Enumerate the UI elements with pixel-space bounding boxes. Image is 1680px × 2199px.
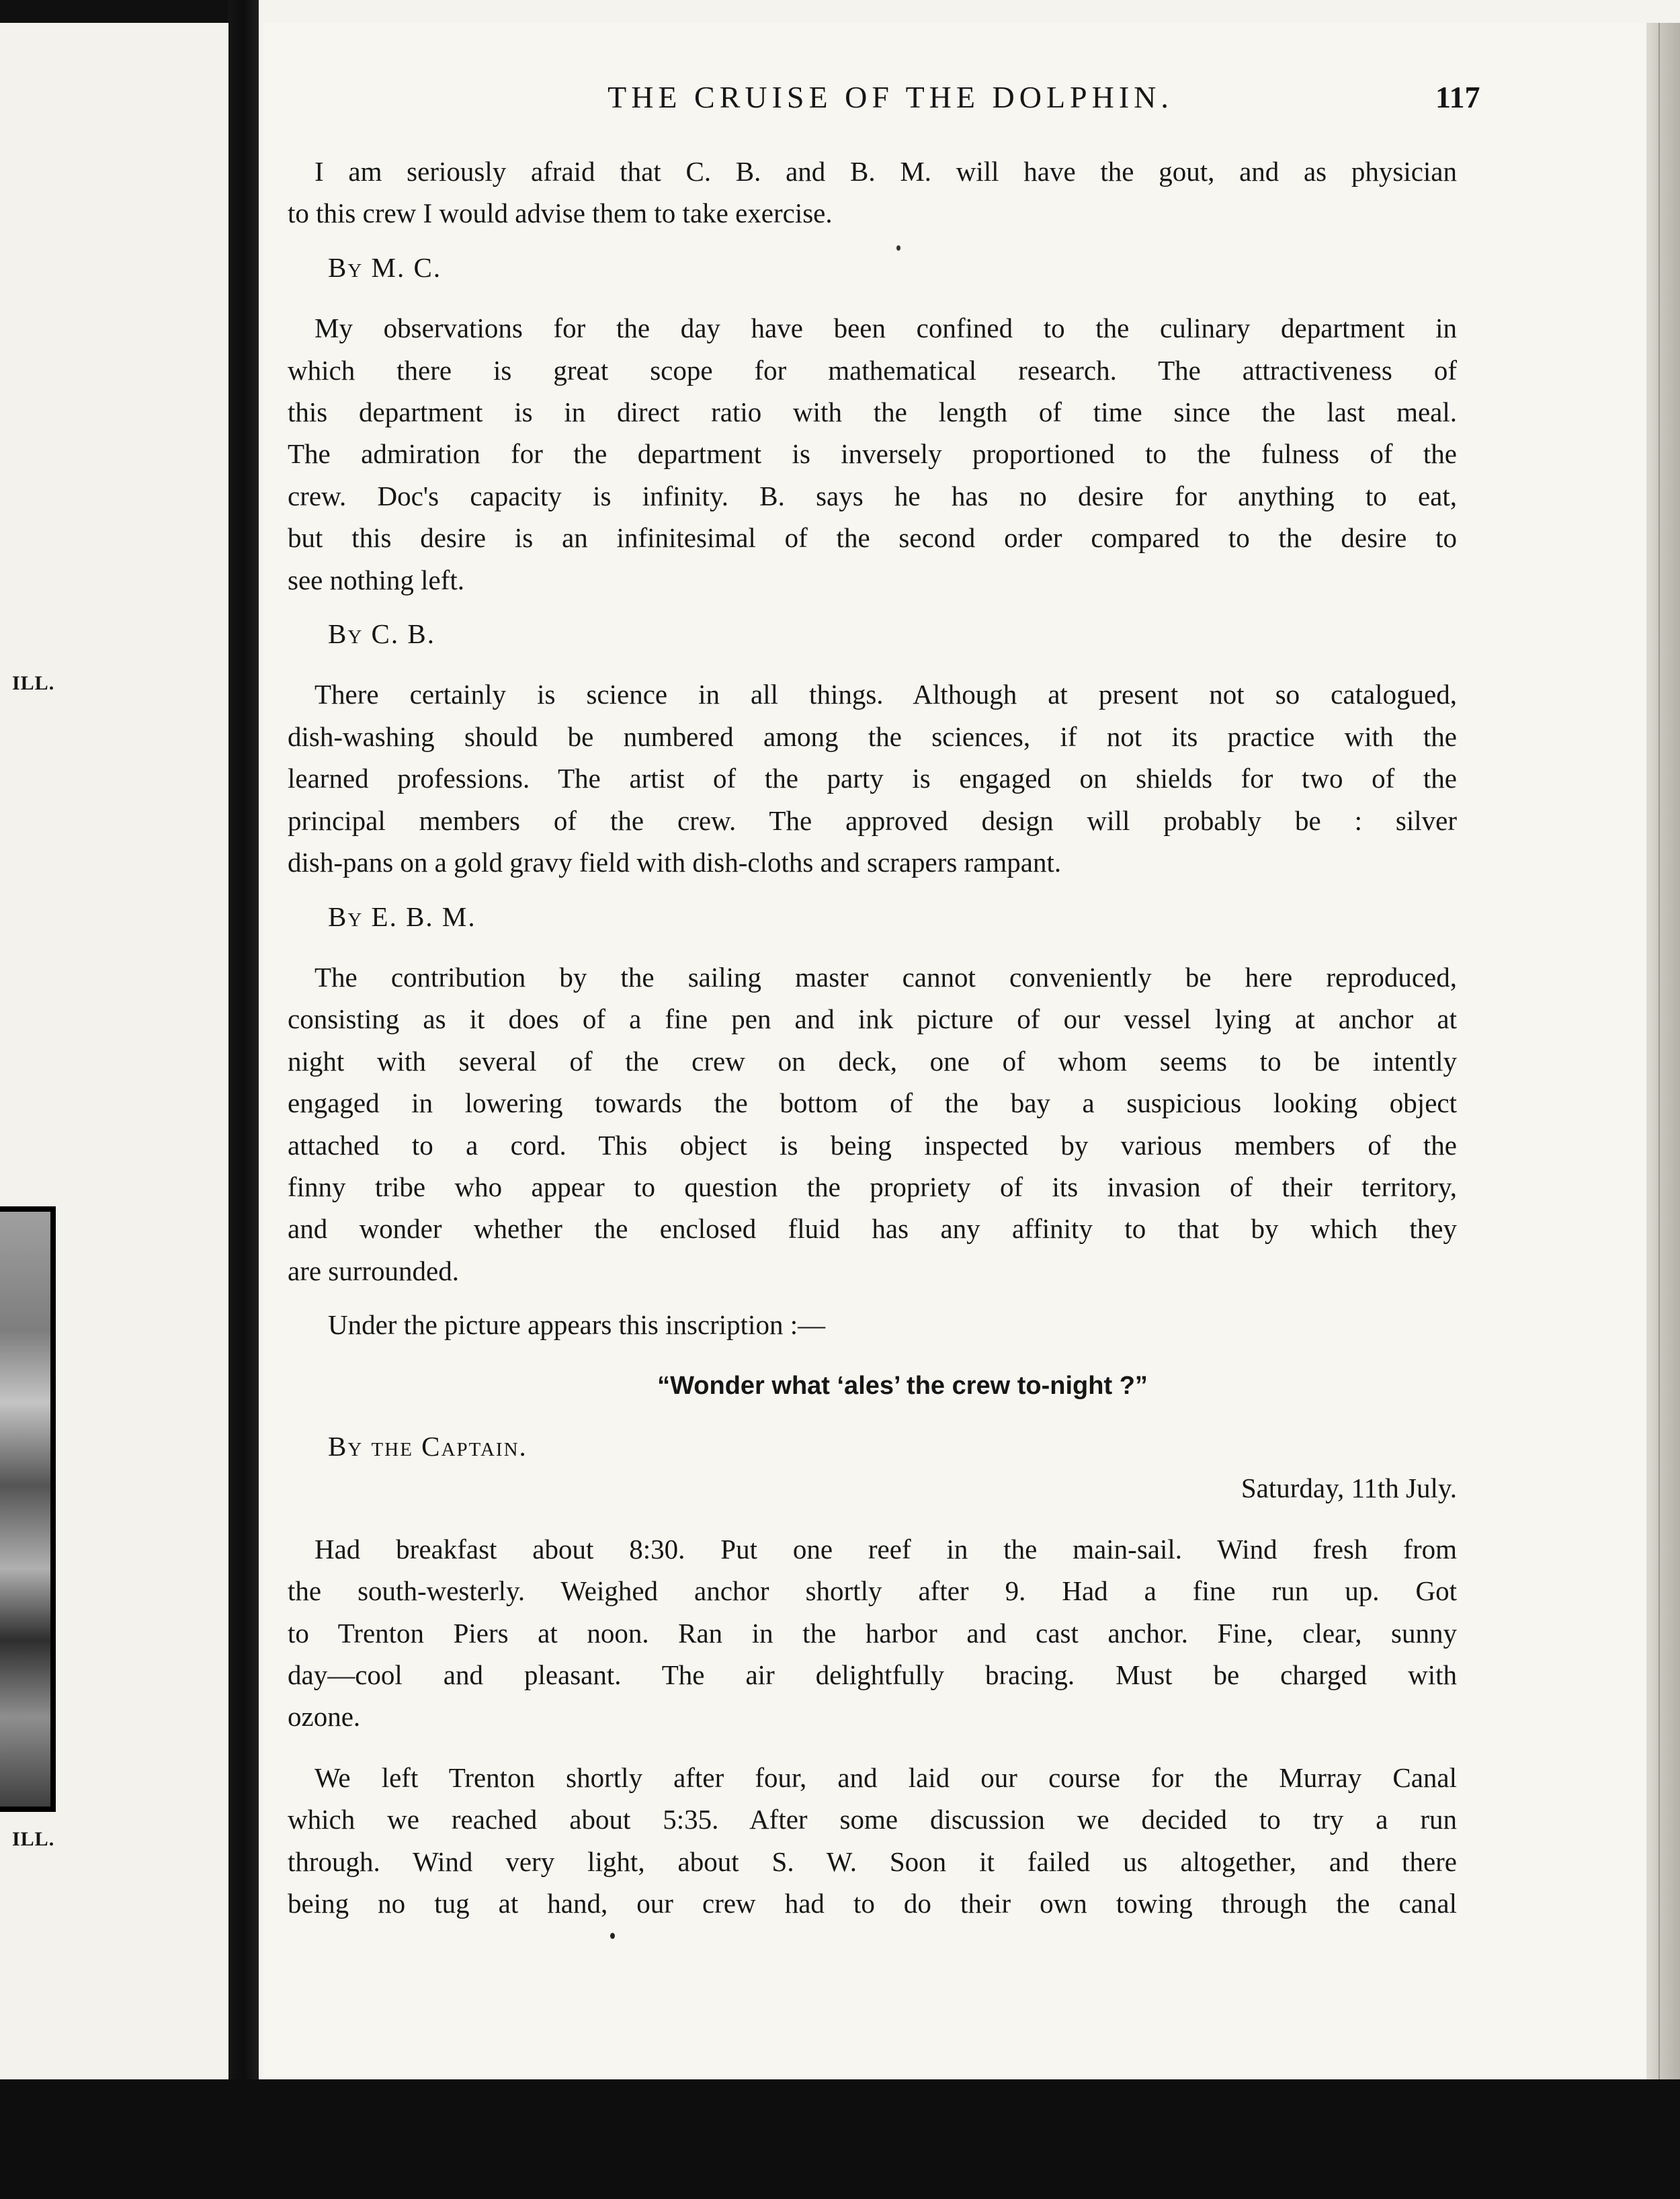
- text-line: crew. Doc's capacity is infinity. B. says he has no desire for anything to eat,: [288, 480, 1457, 511]
- text-line: consisting as it does of a fine pen and ink picture of our vessel lying at anchor at: [288, 1003, 1457, 1035]
- text-line: ozone.: [288, 1701, 361, 1733]
- previous-page-fragment: [0, 0, 228, 2199]
- text-line: My observations for the day have been confined to the culinary department in: [314, 313, 1457, 344]
- text-line: are surrounded.: [288, 1255, 460, 1286]
- text-line: principal members of the crew. The approved design will probably be : silver: [288, 804, 1457, 836]
- text-line: see nothing left.: [288, 564, 465, 595]
- running-head: THE CRUISE OF THE DOLPHIN.: [607, 80, 1173, 114]
- text-line: I am seriously afraid that C. B. and B. M. will have the gout, and as physician: [314, 156, 1457, 187]
- inscription: “Wonder what ‘ales’ the crew to-night ?”: [657, 1371, 1148, 1400]
- paragraph: [288, 956, 1457, 1292]
- text-line: night with several of the crew on deck, one of whom seems to be intently: [288, 1045, 1457, 1077]
- scan-border-bottom: [0, 2079, 1680, 2199]
- book-gutter: [228, 0, 259, 2199]
- paragraph: [288, 673, 1457, 883]
- section-heading: By E. B. M.: [328, 901, 476, 932]
- text-line: The admiration for the department is inversely proportioned to the fulness of the: [288, 438, 1457, 470]
- text-line: dish-washing should be numbered among the sciences, if not its practice with the: [288, 720, 1457, 752]
- text-line: The contribution by the sailing master cannot conveniently be here reproduced,: [314, 961, 1457, 993]
- text-line: and wonder whether the enclosed fluid has any affinity to that by which they: [288, 1213, 1457, 1245]
- section-heading: By the Captain.: [328, 1430, 528, 1462]
- section-heading: By C. B.: [328, 618, 435, 650]
- photo-plate-edge: [0, 1206, 56, 1812]
- paragraph: [288, 1528, 1457, 1738]
- text-line: Had breakfast about 8:30. Put one reef in the main-sail. Wind fresh from: [314, 1533, 1457, 1565]
- paragraph: [288, 307, 1457, 601]
- text-line: being no tug at hand, our crew had to do their own towing through the canal: [288, 1888, 1457, 1919]
- margin-word: ILL.: [12, 672, 55, 694]
- text-line: engaged in lowering towards the bottom of the bay a suspicious looking object: [288, 1087, 1457, 1119]
- text-line: this department is in direct ratio with the length of time since the last meal.: [288, 397, 1457, 428]
- margin-word: ILL.: [12, 1828, 55, 1850]
- text-line: to Trenton Piers at noon. Ran in the harbor and cast anchor. Fine, clear, sunny: [288, 1617, 1457, 1649]
- page-number: 117: [1435, 80, 1480, 114]
- text-line: to this crew I would advise them to take exercise.: [288, 198, 833, 229]
- body-text: [288, 151, 1457, 1924]
- text-line: dish-pans on a gold gravy field with dish-cloths and scrapers rampant.: [288, 847, 1062, 878]
- text-line: attached to a cord. This object is being inspected by various members of the: [288, 1129, 1457, 1161]
- text-line: learned professions. The artist of the party is engaged on shields for two of the: [288, 763, 1457, 794]
- text-line: day—cool and pleasant. The air delightfully bracing. Must be charged with: [288, 1659, 1457, 1690]
- text-line: through. Wind very light, about S. W. Soon it failed us altogether, and there: [288, 1845, 1457, 1877]
- speck: [610, 1933, 615, 1939]
- paragraph: [288, 1757, 1457, 1925]
- scan-border-top: [0, 0, 259, 23]
- text-line: finny tribe who appear to question the propriety of its invasion of their territory,: [288, 1171, 1457, 1202]
- text-line: the south-westerly. Weighed anchor shortly after 9. Had a fine run up. Got: [288, 1575, 1457, 1607]
- text-line: There certainly is science in all things. Although at present not so catalogued,: [314, 679, 1457, 710]
- text-line: but this desire is an infinitesimal of the second order compared to the desire to: [288, 522, 1457, 554]
- text-line: We left Trenton shortly after four, and laid our course for the Murray Canal: [314, 1761, 1457, 1793]
- text-line: which we reached about 5:35. After some discussion we decided to try a run: [288, 1804, 1457, 1835]
- page-edge: [1646, 23, 1680, 2079]
- dateline: Saturday, 11th July.: [1241, 1472, 1457, 1504]
- paragraph: [288, 151, 1457, 235]
- text-line: Under the picture appears this inscription :—: [328, 1309, 826, 1341]
- section-heading: By M. C.: [328, 251, 442, 283]
- text-line: which there is great scope for mathematical research. The attractiveness of: [288, 354, 1457, 386]
